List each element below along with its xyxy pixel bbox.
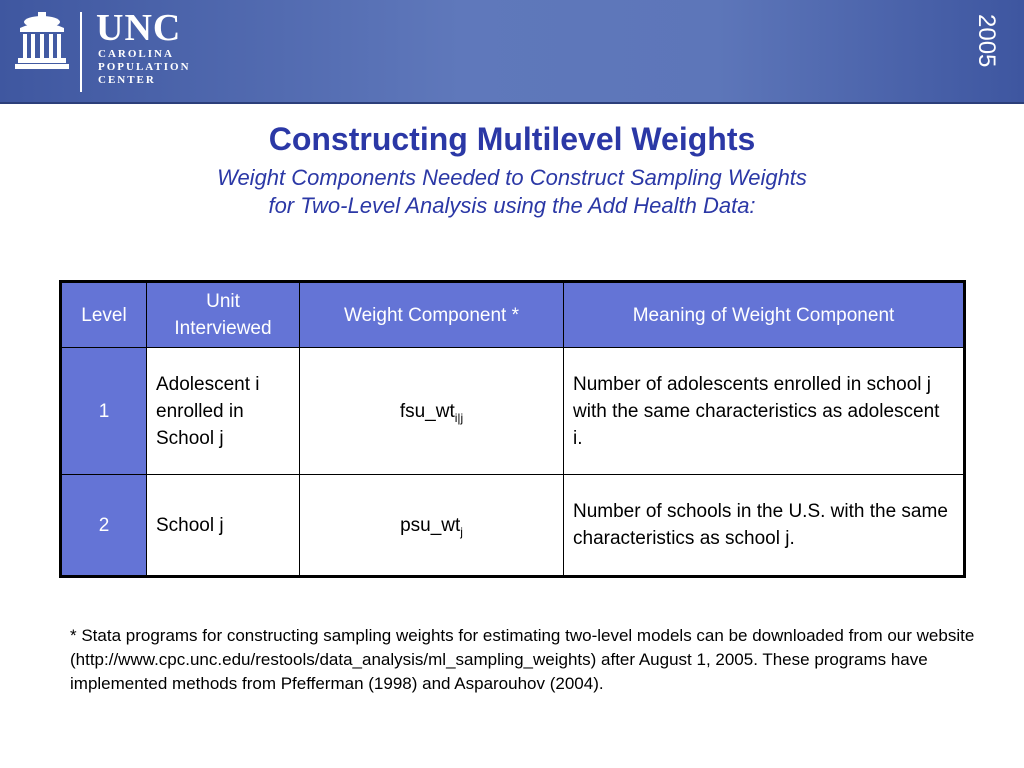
header-meaning: Meaning of Weight Component: [564, 282, 965, 348]
year-label: 2005: [973, 14, 1000, 68]
row-meaning: Number of schools in the U.S. with the same characteristics as school j.: [564, 475, 965, 577]
header-unit: Unit Interviewed: [147, 282, 300, 348]
page-subtitle: Weight Components Needed to Construct Sampling Weights for Two-Level Analysis using the Add Health Data:: [217, 165, 807, 218]
logo-divider: [80, 12, 82, 92]
header-level: Level: [61, 282, 147, 348]
header-banner: [0, 0, 1024, 104]
row-component: $psu\_wt_j$: [300, 475, 564, 577]
unc-logo-text: UNC: [96, 7, 182, 49]
table-header-row: [61, 282, 965, 348]
header-component: Weight Component *: [300, 282, 564, 348]
table-row: [61, 348, 965, 475]
row-level: 2: [61, 475, 147, 577]
old-well-logo-icon: [14, 10, 70, 72]
row-level: 1: [61, 348, 147, 475]
row-unit: Adolescent i enrolled in School j: [147, 348, 300, 475]
row-unit: School j: [147, 475, 300, 577]
weights-table: [59, 280, 966, 578]
row-meaning: Number of adolescents enrolled in school j with the same characteristics as adolescent i.: [564, 348, 965, 475]
page-title: Constructing Multilevel Weights: [268, 121, 756, 157]
cpc-logo-text: CAROLINA POPULATION CENTER: [98, 48, 191, 86]
table-row: [61, 475, 965, 577]
row-component: $fsu\_wt_{i|j}$: [300, 348, 564, 475]
footnote: * Stata programs for constructing sampling weights for estimating two-level models can be downloaded from our website (http://www.cpc.unc.edu/restools/data_analysis/ml_sampling_weights) after August 1, 2005. These programs have implemented methods from Pfefferman (1998) and Asparouhov (2004).: [70, 626, 975, 693]
